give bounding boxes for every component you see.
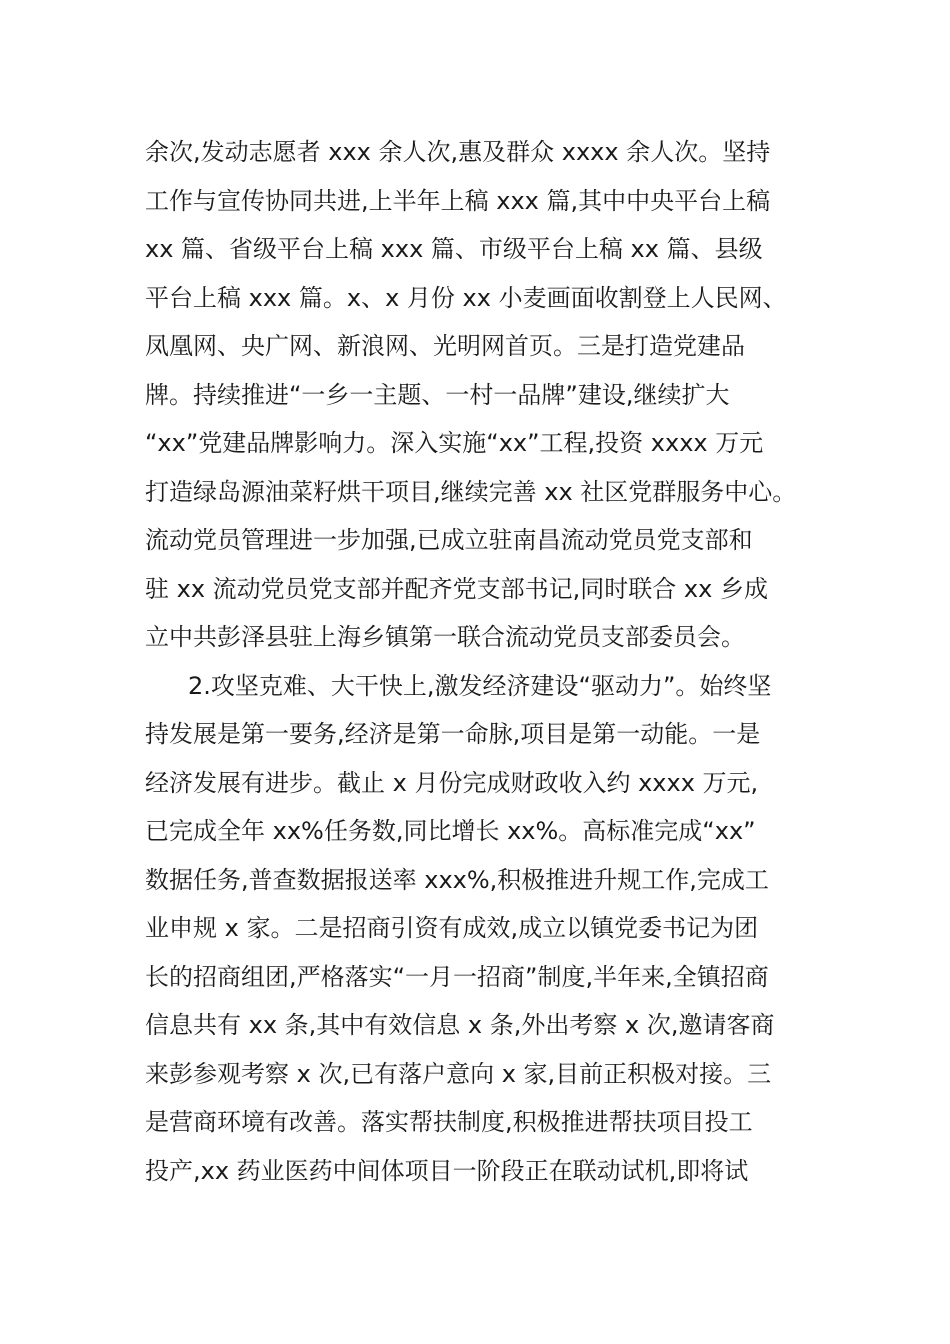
text-line: 驻 xx 流动党员党支部并配齐党支部书记,同时联合 xx 乡成 <box>145 574 768 603</box>
text-line: 持发展是第一要务,经济是第一命脉,项目是第一动能。一是 <box>145 720 761 748</box>
text-line: 是营商环境有改善。落实帮扶制度,积极推进帮扶项目投工 <box>145 1108 753 1136</box>
text-line: 牌。持续推进“一乡一主题、一村一品牌”建设,继续扩大 <box>145 380 730 409</box>
text-line: 来彭参观考察 x 次,已有落户意向 x 家,目前正积极对接。三 <box>145 1059 772 1088</box>
text-line: “xx”党建品牌影响力。深入实施“xx”工程,投资 xxxx 万元 <box>145 429 764 457</box>
text-line: 立中共彭泽县驻上海乡镇第一联合流动党员支部委员会。 <box>145 623 745 651</box>
text-line: 打造绿岛源油菜籽烘干项目,继续完善 xx 社区党群服务中心。 <box>145 477 797 506</box>
text-line: 余次,发动志愿者 xxx 余人次,惠及群众 xxxx 余人次。坚持 <box>145 138 771 166</box>
text-line: 经济发展有进步。截止 x 月份完成财政收入约 xxxx 万元, <box>145 768 759 797</box>
text-line: 数据任务,普查数据报送率 xxx%,积极推进升规工作,完成工 <box>145 865 769 894</box>
text-line: 凤凰网、央广网、新浪网、光明网首页。三是打造党建品 <box>145 332 745 360</box>
body-text <box>145 128 845 1195</box>
text-line: 信息共有 xx 条,其中有效信息 x 条,外出考察 x 次,邀请客商 <box>145 1011 775 1039</box>
text-line: 平台上稿 xxx 篇。x、x 月份 xx 小麦画面收割登上人民网、 <box>145 283 787 312</box>
text-line: 长的招商组团,严格落实“一月一招商”制度,半年来,全镇招商 <box>145 962 769 991</box>
text-line: 业申规 x 家。二是招商引资有成效,成立以镇党委书记为团 <box>145 914 759 942</box>
paragraph-heading-line: 2.攻坚克难、大干快上,激发经济建设“驱动力”。始终坚 <box>188 671 772 700</box>
text-line: 投产,xx 药业医药中间体项目一阶段正在联动试机,即将试 <box>145 1156 749 1185</box>
text-line: 流动党员管理进一步加强,已成立驻南昌流动党员党支部和 <box>145 526 753 554</box>
text-line: 已完成全年 xx%任务数,同比增长 xx%。高标准完成“xx” <box>145 817 756 845</box>
text-line: 工作与宣传协同共进,上半年上稿 xxx 篇,其中中央平台上稿 <box>145 186 771 215</box>
text-line: xx 篇、省级平台上稿 xxx 篇、市级平台上稿 xx 篇、县级 <box>145 235 763 263</box>
